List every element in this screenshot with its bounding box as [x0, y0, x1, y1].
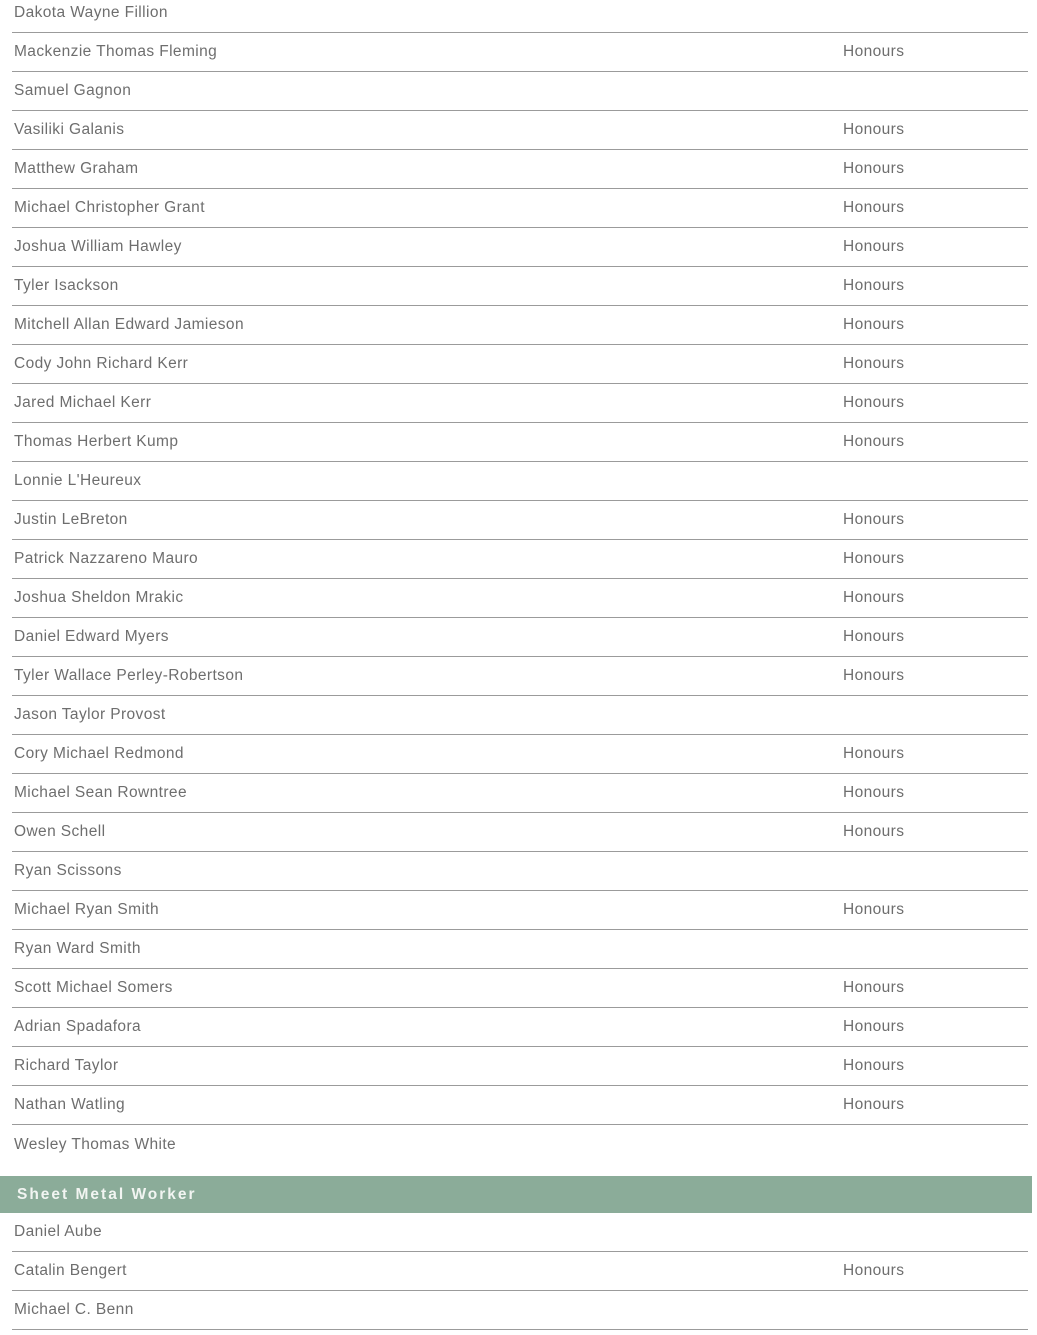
table-row — [12, 501, 1028, 540]
graduate-name: Samuel Gagnon — [14, 82, 132, 99]
table-row — [12, 345, 1028, 384]
graduate-name: Daniel Edward Myers — [14, 628, 169, 645]
graduate-name: Thomas Herbert Kump — [14, 433, 179, 450]
table-row — [12, 774, 1028, 813]
honours-badge: Honours — [843, 1262, 905, 1279]
honours-badge: Honours — [843, 160, 905, 177]
honours-badge: Honours — [843, 433, 905, 450]
graduate-name: Jared Michael Kerr — [14, 394, 152, 411]
honours-badge: Honours — [843, 589, 905, 606]
graduate-name: Tyler Wallace Perley-Robertson — [14, 667, 244, 684]
graduate-name: Dakota Wayne Fillion — [14, 4, 168, 21]
table-row — [12, 1213, 1028, 1252]
table-row — [12, 852, 1028, 891]
table-row — [12, 813, 1028, 852]
graduate-name: Lonnie L'Heureux — [14, 472, 142, 489]
honours-badge: Honours — [843, 511, 905, 528]
table-row — [12, 267, 1028, 306]
table-row — [12, 72, 1028, 111]
table-row — [12, 696, 1028, 735]
honours-badge: Honours — [843, 1057, 905, 1074]
graduate-name: Mitchell Allan Edward Jamieson — [14, 316, 244, 333]
graduate-name: Adrian Spadafora — [14, 1018, 142, 1035]
table-row — [12, 618, 1028, 657]
graduate-name: Ryan Ward Smith — [14, 940, 141, 957]
table-row — [12, 1008, 1028, 1047]
honours-badge: Honours — [843, 355, 905, 372]
table-row — [12, 384, 1028, 423]
table-row — [12, 540, 1028, 579]
table-row — [12, 969, 1028, 1008]
table-row — [12, 1086, 1028, 1125]
table-row — [12, 111, 1028, 150]
honours-badge: Honours — [843, 667, 905, 684]
graduate-name: Cory Michael Redmond — [14, 745, 184, 762]
table-row — [12, 1047, 1028, 1086]
graduate-name: Michael Sean Rowntree — [14, 784, 187, 801]
table-row — [12, 228, 1028, 267]
table-row — [12, 189, 1028, 228]
table-row — [12, 423, 1028, 462]
graduate-name: Michael Ryan Smith — [14, 901, 160, 918]
graduate-name: Patrick Nazzareno Mauro — [14, 550, 199, 567]
table-row — [12, 306, 1028, 345]
graduate-name: Vasiliki Galanis — [14, 121, 125, 138]
graduate-name: Joshua Sheldon Mrakic — [14, 589, 184, 606]
graduate-name: Tyler Isackson — [14, 277, 119, 294]
honours-badge: Honours — [843, 43, 905, 60]
table-row — [12, 930, 1028, 969]
table-row — [12, 150, 1028, 189]
graduate-name: Matthew Graham — [14, 160, 139, 177]
honours-badge: Honours — [843, 745, 905, 762]
graduate-name: Scott Michael Somers — [14, 979, 173, 996]
table-row — [12, 1252, 1028, 1291]
graduate-name: Wesley Thomas White — [14, 1135, 177, 1153]
graduate-name: Catalin Bengert — [14, 1262, 127, 1279]
honours-badge: Honours — [843, 238, 905, 255]
honours-badge: Honours — [843, 277, 905, 294]
honours-badge: Honours — [843, 901, 905, 918]
graduate-name: Ryan Scissons — [14, 862, 122, 879]
table-row — [12, 657, 1028, 696]
graduate-name: Nathan Watling — [14, 1096, 125, 1113]
graduate-name: Cody John Richard Kerr — [14, 355, 189, 372]
graduate-name: Mackenzie Thomas Fleming — [14, 43, 218, 60]
honours-badge: Honours — [843, 784, 905, 801]
table-row — [12, 735, 1028, 774]
graduate-name: Joshua William Hawley — [14, 238, 182, 255]
honours-badge: Honours — [843, 199, 905, 216]
graduate-name: Michael C. Benn — [14, 1301, 134, 1318]
honours-badge: Honours — [843, 628, 905, 645]
graduate-name: Justin LeBreton — [14, 511, 128, 528]
graduate-name: Richard Taylor — [14, 1057, 119, 1074]
honours-badge: Honours — [843, 316, 905, 333]
section-title: Sheet Metal Worker — [17, 1185, 197, 1203]
section-header — [0, 1176, 1032, 1213]
honours-badge: Honours — [843, 1018, 905, 1035]
graduate-name: Owen Schell — [14, 823, 106, 840]
table-row — [12, 33, 1028, 72]
honours-badge: Honours — [843, 121, 905, 138]
table-row — [12, 1125, 1028, 1164]
graduate-name: Daniel Aube — [14, 1223, 102, 1240]
honours-badge: Honours — [843, 823, 905, 840]
honours-badge: Honours — [843, 394, 905, 411]
graduate-name: Jason Taylor Provost — [14, 706, 166, 723]
table-row — [12, 1291, 1028, 1330]
table-row — [12, 579, 1028, 618]
honours-badge: Honours — [843, 979, 905, 996]
table-row — [12, 462, 1028, 501]
honours-badge: Honours — [843, 550, 905, 567]
table-row — [12, 891, 1028, 930]
graduate-name: Michael Christopher Grant — [14, 199, 205, 216]
honours-badge: Honours — [843, 1096, 905, 1113]
table-row — [12, 0, 1028, 33]
